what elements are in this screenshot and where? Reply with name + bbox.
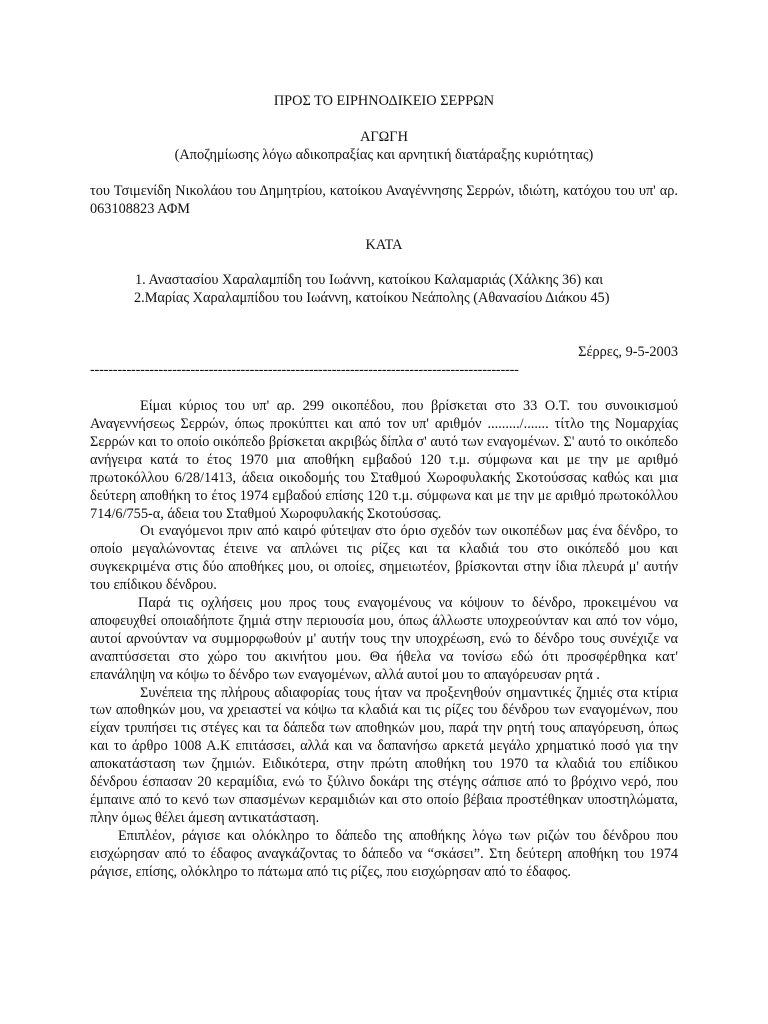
separator-line: ---------------------------------------------------------------------------------------------- bbox=[90, 362, 519, 379]
defendant-2: 2.Μαρίας Χαραλαμπίδου του Ιωάννη, κατοίκου Νεάπολης (Αθανασίου Διάκου 45) bbox=[134, 290, 610, 307]
defendant-1: 1. Αναστασίου Χαραλαμπίδη του Ιωάννη, κατοίκου Καλαμαριάς (Χάλκης 36) και bbox=[135, 272, 604, 289]
body-paragraph-4: Συνέπεια της πλήρους αδιαφορίας τους ήταν να προξενηθούν σημαντικές ζημιές στα κτίρια των αποθηκών μου, να χρειαστεί να κόψω τα κλαδιά και τις ρίζες του δένδρου των εναγομένων, που είχαν τρυπήσει τις στέγες και τα δάπεδα των αποθηκών μου, παρά την ρητή τους απαγόρευση, όπως και το άρθρο 1008 Α.Κ επιτάσσει, αλλά και να δαπανήσω αρκετά μεγάλο χρηματικό ποσό για την αποκατάσταση των ζημιών. Ειδικότερα, στην πρώτη αποθήκη του 1970 τα κλαδιά του επίδικου δένδρου έσπασαν 20 κεραμίδια, ενώ το ξύλινο δοκάρι της στέγης σάπισε από το βρόχινο νερό, που έμπαινε από το κενό των σπασμένων κεραμιδιών και στο οποίο βέβαια προστέθηκαν υποστηλώματα, πλην όμως θέλει άμεση αντικατάσταση. bbox=[90, 684, 678, 826]
document-type: ΑΓΩΓΗ bbox=[360, 128, 408, 145]
document-page bbox=[90, 93, 678, 882]
place-date: Σέρρες, 9-5-2003 bbox=[578, 344, 678, 361]
court-heading: ΠΡΟΣ ΤΟ ΕΙΡΗΝΟΔΙΚΕΙΟ ΣΕΡΡΩΝ bbox=[273, 93, 495, 109]
body-paragraph-5: Επιπλέον, ράγισε και ολόκληρο το δάπεδο της αποθήκης λόγω των ριζών του δένδρου που εισχώρησαν από το έδαφος αναγκάζοντας το δάπεδο να “σκάσει”. Στη δεύτερη αποθήκη του 1974 ράγισε, επίσης, ολόκληρο το πάτωμα από τις ρίζες, που εισχώρησαν από το έδαφος. bbox=[90, 827, 678, 880]
body-paragraph-1: Είμαι κύριος του υπ' αρ. 299 οικοπέδου, που βρίσκεται στο 33 Ο.Τ. του συνοικισμού Αναγεννήσεως Σερρών, όπως προκύπτει και από τον υπ' αριθμόν ........./....... τίτλο της Νομαρχίας Σερρών και το οποίο οικόπεδο βρίσκεται ακριβώς δίπλα σ' αυτό των εναγομένων. Σ' αυτό το οικόπεδο ανήγειρα κατά το έτος 1970 μια αποθήκη εμβαδού 120 τ.μ. σύμφωνα και με την με αριθμό πρωτοκόλλου 6/28/1413, άδεια οικοδομής του Σταθμού Χωροφυλακής Σκοτούσσας καθώς και μια δεύτερη αποθήκη το έτος 1974 εμβαδού επίσης 120 τ.μ. σύμφωνα και με την με αριθμό πρωτοκόλλου 714/6/755-α, άδεια του Σταθμού Χωροφυλακής Σκοτούσσας. bbox=[90, 398, 678, 522]
body-paragraph-2: Οι εναγόμενοι πριν από καιρό φύτεψαν στο όριο σχεδόν των οικοπέδων μας ένα δένδρο, το οποίο μεγαλώνοντας έτεινε να απλώνει τις ρίζες και τα κλαδιά του στο οικόπεδό μου και συγκεκριμένα στις δύο αποθήκες μου, οι οποίες, σημειωτέον, βρίσκονται στην ίδια πλευρά μ' αυτήν του επίδικου δένδρου. bbox=[90, 523, 678, 594]
body-paragraph-3: Παρά τις οχλήσεις μου προς τους εναγομένους να κόψουν το δένδρο, προκειμένου να αποφευχθεί οποιαδήποτε ζημιά στην περιουσία μου, όπως άλλωστε υποχρεούνταν και από τον νόμο, αυτοί αρνούνταν να συμμορφωθούν μ' αυτήν τους την υποχρέωση, ενώ το δένδρο τους συνέχιζε να αναπτύσσεται στο χώρο του ακινήτου μου. Θα ήθελα να τονίσω εδώ ότι προσφέρθηκα κατ' επανάληψη να κόψω το δένδρο των εναγομένων, αλλά αυτοί μου το απαγόρευσαν ρητά . bbox=[90, 595, 678, 683]
against-heading: ΚΑΤΑ bbox=[365, 236, 403, 253]
plaintiff-paragraph: του Τσιμενίδη Νικολάου του Δημητρίου, κατοίκου Αναγέννησης Σερρών, ιδιώτη, κατόχου του υπ' αρ. 063108823 ΑΦΜ bbox=[90, 182, 678, 217]
document-subtitle: (Αποζημίωσης λόγω αδικοπραξίας και αρνητική διατάραξης κυριότητας) bbox=[174, 146, 594, 163]
